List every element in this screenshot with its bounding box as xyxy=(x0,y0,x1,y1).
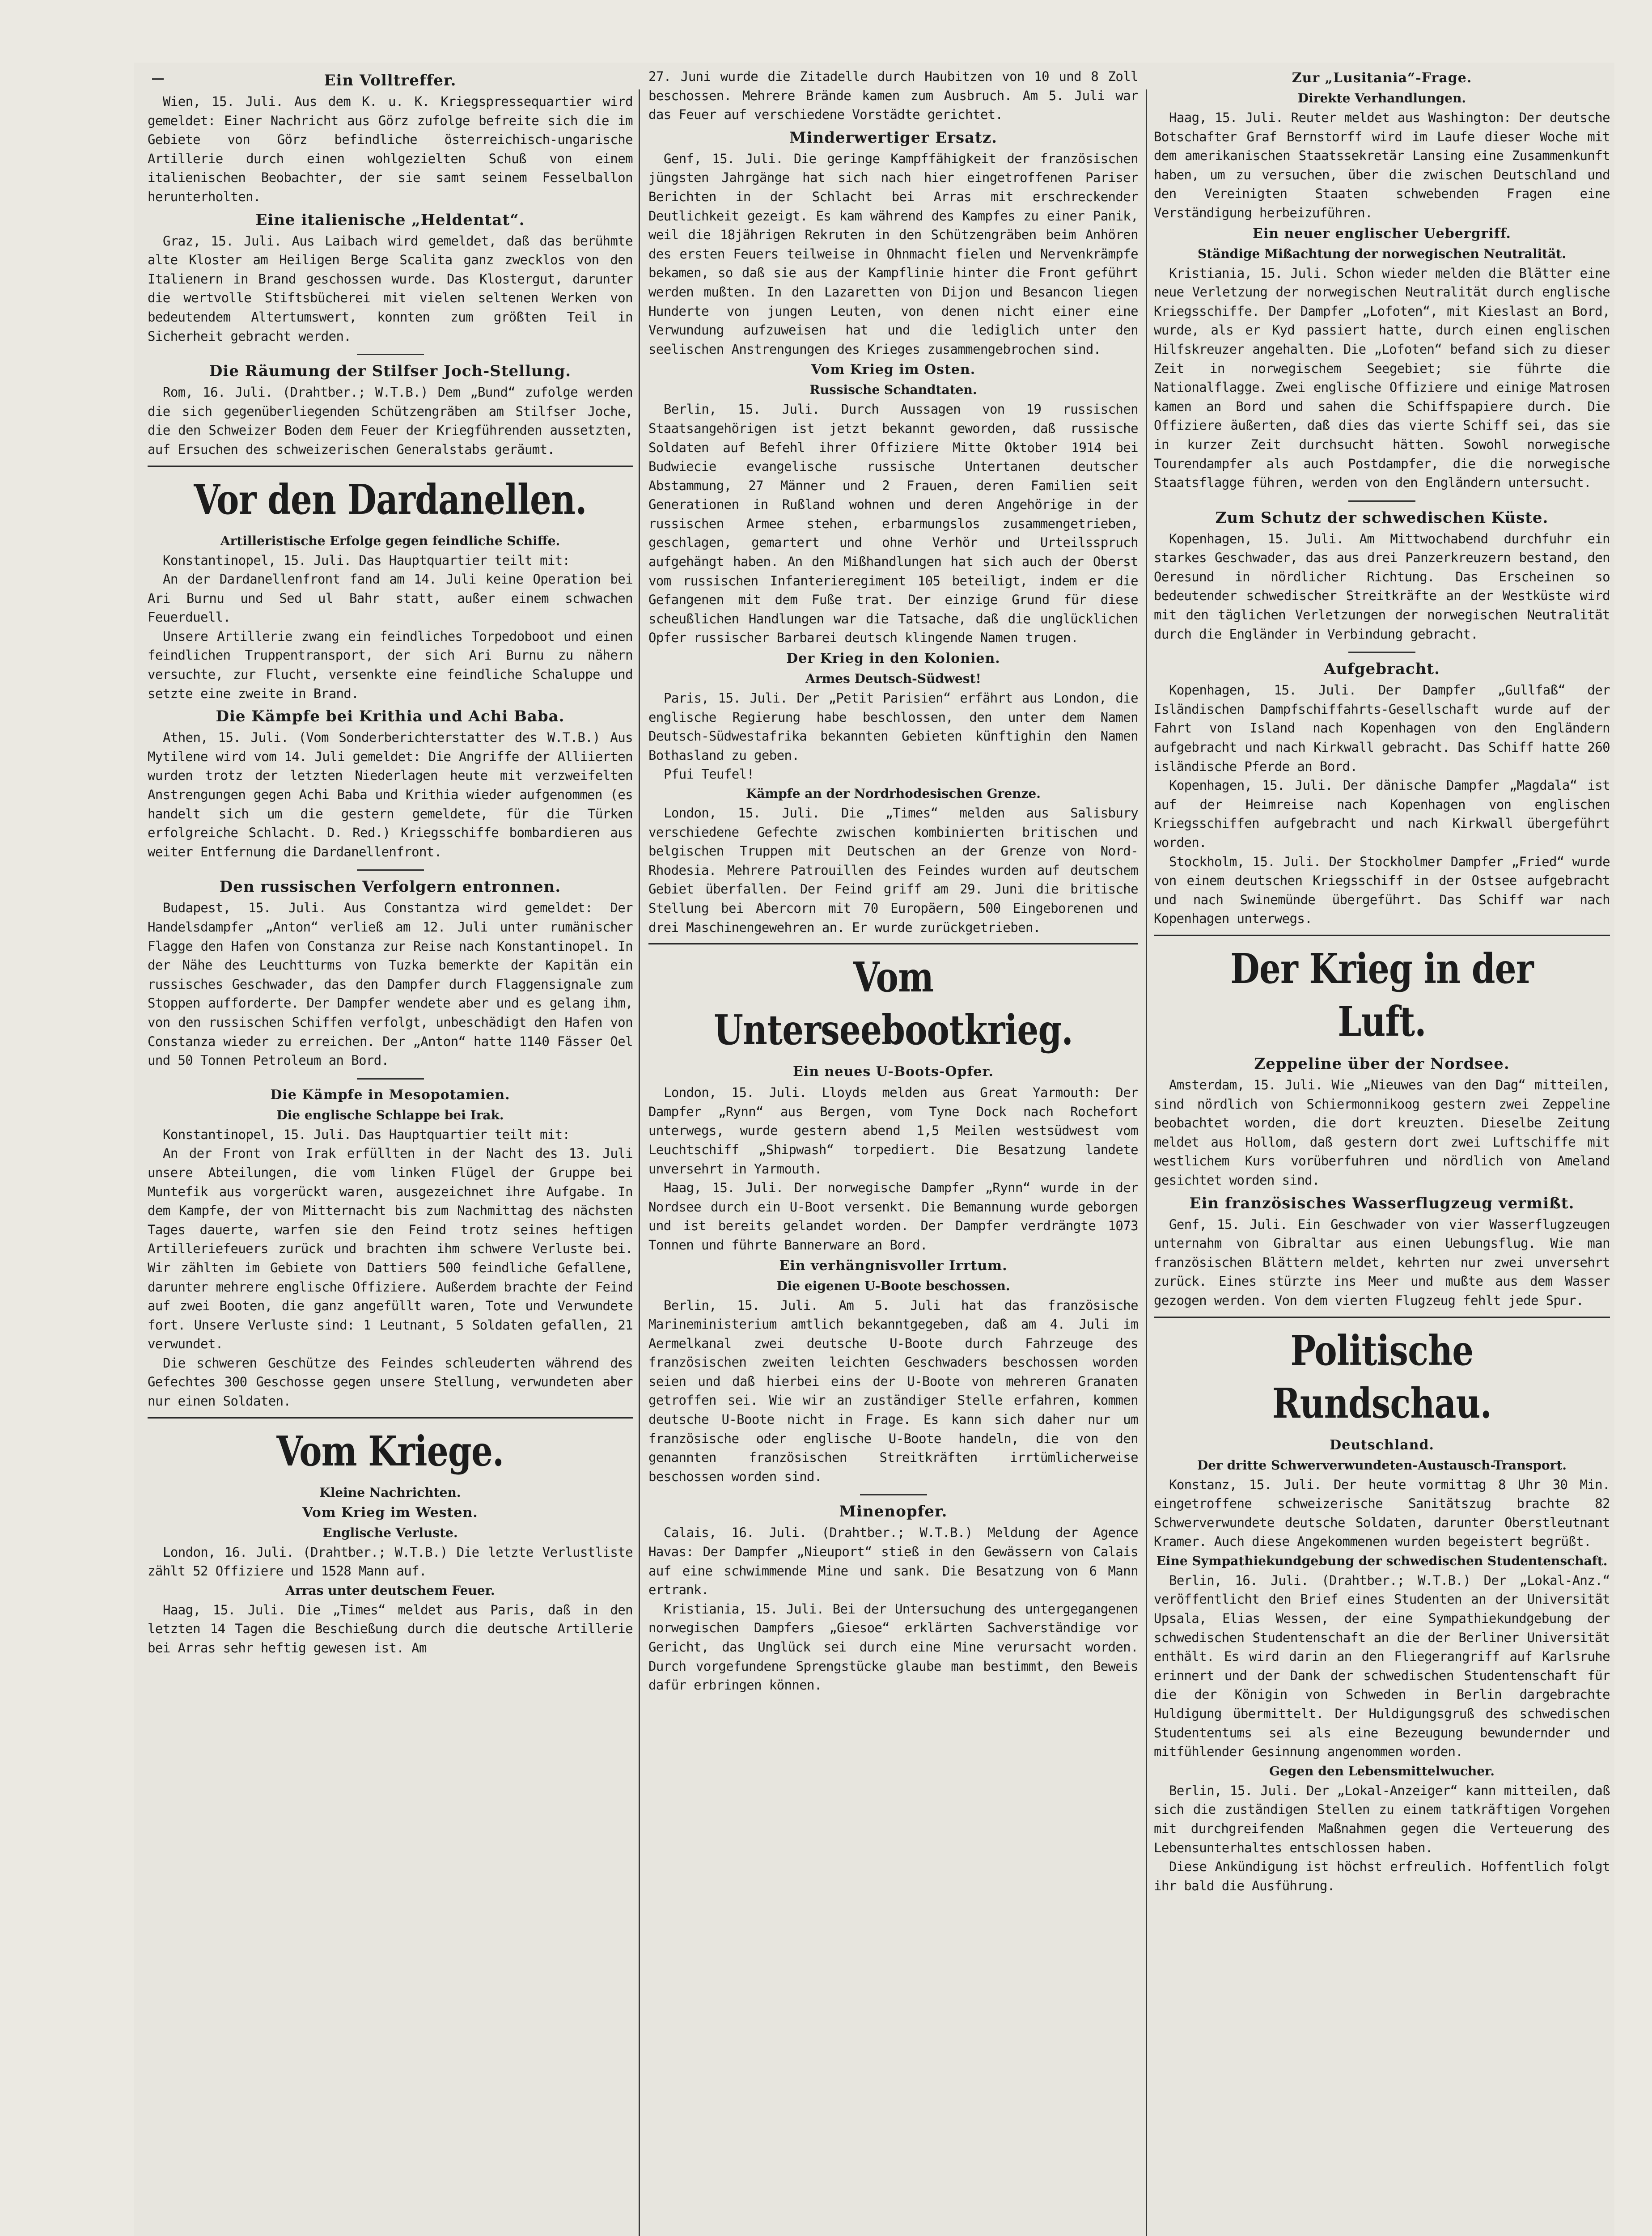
article-subheadline: Der dritte Schwerverwundeten-Austausch-Transport. xyxy=(1197,1457,1567,1473)
article-paragraph: Stockholm, 15. Juli. Der Stockholmer Dampfer „Fried“ wurde von einem deutschen Kriegsschiff in der Ostsee aufgebracht und nach Swinemünde übergeführt. Das Schiff war nach Kopenhagen unterwegs. xyxy=(1154,854,1610,927)
article-paragraph: Kristiania, 15. Juli. Schon wieder melden die Blätter eine neue Verletzung der norwegischen Neutralität durch englische Kriegsschiffe. Der Dampfer „Lofoten“, mit Kieslast an Bord, wurde, als er Kyd passiert hatte, durch einen englischen Hilfskreuzer angehalten. Die „Lofoten“ befand sich zu dieser Zeit in norwegischem Seegebiet; sie führte die Nationalflagge. Zwei englische Offiziere und einige Matrosen kamen an Bord und sahen die Schiffspapiere durch. Die Offiziere äußerten, daß dies das vierte Schiff sei, das sie in kurzer Zeit durchsucht hätten. Sowohl norwegische Tourendampfer als auch Postdampfer, die die norwegische Staatsflagge führen, werden von den Engländern untersucht. xyxy=(1154,265,1610,491)
article-paragraph: An der Dardanellenfront fand am 14. Juli keine Operation bei Ari Burnu und Sed ul Bahr statt, außer einem schwachen Feuerduell. xyxy=(148,572,633,625)
newspaper-page xyxy=(134,63,1614,2236)
article-headline: Ein Volltreffer. xyxy=(324,72,457,89)
short-divider xyxy=(357,1078,424,1080)
article-paragraph: Paris, 15. Juli. Der „Petit Parisien“ erfährt aus London, die englische Regierung habe beschlossen, den unter dem Namen Deutsch-Südwestafrika bekannten Gebieten künftighin den Namen Bothasland zu geben. xyxy=(648,690,1138,763)
section-headline: Die Kämpfe in Mesopotamien. xyxy=(270,1087,510,1103)
article-paragraph: Budapest, 15. Juli. Aus Constantza wird gemeldet: Der Handelsdampfer „Anton“ verließ am 12. Juli unter rumänischer Flagge den Hafen von Constanza zur Reise nach Konstantinopel. In der Nähe des Leuchtturms von Tuzka bemerkte der Kapitän ein russisches Geschwader, das den Dampfer durch Flaggensignale zum Stoppen aufforderte. Der Dampfer wendete aber und es gelang ihm, von den russischen Schiffen verfolgt, unbeschädigt den Hafen von Constanza wieder zu erreichen. Der „Anton“ hatte 1140 Fässer Oel und 50 Tonnen Petroleum an Bord. xyxy=(148,900,633,1068)
column-3 xyxy=(1154,67,1610,1895)
article-paragraph: Berlin, 15. Juli. Durch Aussagen von 19 russischen Staatsangehörigen ist jetzt bekannt geworden, daß russische Soldaten auf Befehl ihrer Offiziere Mitte Oktober 1914 bei Budwiecie evangelische russische Untertanen deutscher Abstammung, 27 Männer und 2 Frauen, deren Familien seit Generationen in Rußland wohnen und deren Angehörige in der russischen Armee stehen, erbarmungslos zusammengetrieben, geschlagen, gemartert und ohne Verhör und Urteilsspruch aufgehängt haben. An den Mißhandlungen hat sich auch der Oberst vom russischen Infanterieregiment 105 beteiligt, indem er die Gefangenen mit dem Fuße trat. Der einzige Grund für diese scheußlichen Handlungen war die Tatsache, daß die unglücklichen Opfer russischer Barbarei deutsch klingende Namen trugen. xyxy=(648,402,1138,646)
article-headline: Ein französisches Wasserflugzeug vermißt. xyxy=(1189,1194,1575,1212)
article-headline: Den russischen Verfolgern entronnen. xyxy=(219,878,561,896)
article-paragraph: Calais, 16. Juli. (Drahtber.; W.T.B.) Meldung der Agence Havas: Der Dampfer „Nieuport“ stieß in den Gewässern von Calais auf eine schwimmende Mine und sank. Die Besatzung von 6 Mann ertrank. xyxy=(648,1525,1138,1598)
article-headline: Minenopfer. xyxy=(839,1503,948,1521)
short-divider xyxy=(1348,500,1415,502)
article-paragraph: Die schweren Geschütze des Feindes schleuderten während des Gefechtes 300 Geschosse gegen unsere Stellung, verwundeten aber nur einen Soldaten. xyxy=(148,1355,633,1409)
section-masthead: Vor den Dardanellen. xyxy=(194,475,587,524)
article-subheadline: Russische Schandtaten. xyxy=(809,382,977,398)
section-headline: Der Krieg in den Kolonien. xyxy=(786,651,1000,667)
article-headline: Zeppeline über der Nordsee. xyxy=(1254,1054,1510,1073)
section-divider xyxy=(1154,935,1610,936)
article-headline: Aufgebracht. xyxy=(1324,660,1440,678)
article-paragraph: Konstantinopel, 15. Juli. Das Hauptquartier teilt mit: xyxy=(163,552,570,568)
section-headline: Ein neues U-Boots-Opfer. xyxy=(793,1064,994,1080)
article-headline: Minderwertiger Ersatz. xyxy=(789,128,998,147)
section-headline: Deutschland. xyxy=(1330,1437,1434,1453)
section-divider xyxy=(648,943,1138,944)
article-subheadline: Artilleristische Erfolge gegen feindliche Schiffe. xyxy=(220,533,560,548)
article-paragraph: Haag, 15. Juli. Reuter meldet aus Washington: Der deutsche Botschafter Graf Bernstorff wird im Laufe dieser Woche mit dem amerikanischen Staatssekretär Lansing eine Zusammenkunft haben, um zu versuchen, über die zwischen Deutschland und den Vereinigten Staaten schwebenden Fragen eine Verständigung herbeizuführen. xyxy=(1154,110,1610,220)
article-headline: Die Kämpfe bei Krithia und Achi Baba. xyxy=(216,707,565,726)
article-subheadline: Armes Deutsch-Südwest! xyxy=(805,671,981,686)
article-paragraph: Graz, 15. Juli. Aus Laibach wird gemeldet, daß das berühmte alte Kloster am Heiligen Berge Scalita ganz zwecklos von den Italienern in Brand geschossen wurde. Das Klostergut, darunter die wertvolle Stiftsbücherei mit vielen seltenen Werken von bedeutendem Altertumswert, konnten zum größten Teil in Sicherheit gebracht werden. xyxy=(148,233,633,344)
article-headline: Die Räumung der Stilfser Joch-Stellung. xyxy=(209,362,572,381)
section-masthead: Vom Unterseebootkrieg. xyxy=(714,953,1073,1054)
article-paragraph: Unsere Artillerie zwang ein feindliches Torpedoboot und einen feindlichen Truppentransport, der sich Ari Burnu zu nähern versuchte, zur Flucht, versenkte eine feindliche Schaluppe und setzte eine zweite in Brand. xyxy=(148,628,633,701)
article-paragraph: London, 15. Juli. Lloyds melden aus Great Yarmouth: Der Dampfer „Rynn“ aus Bergen, vom Tyne Dock nach Rochefort unterwegs, wurde gestern abend 1,5 Meilen westsüdwest vom Leuchtschiff „Shipwash“ torpediert. Die Besatzung landete unversehrt in Yarmouth. xyxy=(648,1085,1138,1177)
column-divider-2 xyxy=(1146,89,1147,2236)
article-subheadline: Kämpfe an der Nordrhodesischen Grenze. xyxy=(746,786,1041,801)
section-headline: Vom Krieg im Osten. xyxy=(811,362,976,378)
article-paragraph: Amsterdam, 15. Juli. Wie „Nieuwes van den Dag“ mitteilen, sind nördlich von Schiermonnikoog gestern zwei Zeppeline beobachtet worden, die dort kreuzten. Dieselbe Zeitung meldet aus Hollom, daß gestern dort zwei Luftschiffe mit westlichem Kurs vorüberfuhren und nördlich von Ameland gesichtet worden sind. xyxy=(1154,1077,1610,1188)
article-paragraph: Konstanz, 15. Juli. Der heute vormittag 8 Uhr 30 Min. eingetroffene schweizerische Sanitätszug brachte 82 Schwerverwundete deutsche Soldaten, darunter Oberstleutnant Kramer. Auch diese Angekommenen wurden begeistert begrüßt. xyxy=(1154,1477,1610,1550)
article-subheadline: Eine Sympathiekundgebung der schwedischen Studentenschaft. xyxy=(1156,1553,1608,1568)
article-subheadline: Die eigenen U-Boote beschossen. xyxy=(776,1278,1010,1293)
article-paragraph: Berlin, 15. Juli. Am 5. Juli hat das französische Marineministerium amtlich bekanntgegeben, daß am 4. Juli im Aermelkanal zwei deutsche U-Boote durch Fahrzeuge des französischen zweiten leichten Geschwaders beschossen worden seien und daß hierbei eins der U-Boote von mehreren Granaten getroffen sei. Wie wir an zuständiger Stelle erfahren, kommen deutsche U-Boote nicht in Frage. Es kann sich daher nur um französische oder englische U-Boote handeln, die von den genannten französischen Streitkräften irrtümlicherweise beschossen worden sind. xyxy=(648,1297,1138,1484)
article-paragraph: Genf, 15. Juli. Die geringe Kampffähigkeit der französischen jüngsten Jahrgänge hat sich nach hier eingetroffenen Pariser Berichten in der Schlacht bei Arras mit erschreckender Deutlichkeit gezeigt. Es kam während des Kampfes zu einer Panik, weil die 18jährigen Rekruten in den Schützengräben beim Anhören des ersten Feuers teilweise in Ohnmacht fielen und Nervenkrämpfe bekamen, so daß sie aus der Kampflinie hinter die Front geführt werden mußten. In den Lazaretten von Dijon und Besancon liegen Hunderte von jungen Leuten, von denen nicht einer eine Verwundung aufzuweisen hat und die lediglich unter den seelischen Anstrengungen des Krieges zusammengebrochen sind. xyxy=(648,151,1138,357)
section-masthead: Politische Rundschau. xyxy=(1272,1326,1492,1427)
column-1 xyxy=(148,67,633,1658)
article-paragraph: An der Front von Irak erfüllten in der Nacht des 13. Juli unsere Abteilungen, die vom linken Flügel der Gruppe bei Muntefik aus vorgerückt waren, ausgezeichnet ihre Aufgabe. In dem Kampfe, der von Mitternacht bis zum Nachmittag des nächsten Tages dauerte, warfen sie den Feind trotz seines heftigen Artilleriefeuers zurück und brachten ihm schwere Verluste bei. Wir zählten im Gebiete von Dattiers 500 feindliche Gefallene, darunter mehrere englische Offiziere. Außerdem brachte der Feind auf zwei Booten, die ganz angefüllt waren, Tote und Verwundete fort. Unsere Verluste sind: 1 Leutnant, 5 Soldaten gefallen, 21 verwundet. xyxy=(148,1146,633,1352)
section-headline: Ein neuer englischer Uebergriff. xyxy=(1252,225,1512,241)
article-subheadline: Arras unter deutschem Feuer. xyxy=(285,1583,495,1598)
article-paragraph: Wien, 15. Juli. Aus dem K. u. K. Kriegspressequartier wird gemeldet: Einer Nachricht aus Görz zufolge befreite sich die im Gebiete von Görz befindliche österreichisch-ungarische Artillerie durch einen wohlgezielten Schuß von einem italienischen Beobachter, der sie samt seinem Fesselballon herunterholten. xyxy=(148,94,633,204)
article-paragraph: Rom, 16. Juli. (Drahtber.; W.T.B.) Dem „Bund“ zufolge werden die sich gegenüberliegenden Schützengräben am Stilfser Joche, die den Schweizer Boden dem Feuer der Kriegführenden aussetzten, auf Ersuchen des schweizerischen Generalstabs geräumt. xyxy=(148,385,633,457)
section-divider xyxy=(1154,1317,1610,1318)
article-paragraph: Kopenhagen, 15. Juli. Der Dampfer „Gullfaß“ der Isländischen Dampfschiffahrts-Gesellschaft wurde auf der Fahrt von Island nach Kopenhagen von den Engländern aufgebracht und nach Kirkwall gebracht. Das Schiff hatte 260 isländische Pferde an Bord. xyxy=(1154,682,1610,774)
section-headline: Ein verhängnisvoller Irrtum. xyxy=(779,1258,1008,1274)
article-paragraph: Berlin, 15. Juli. Der „Lokal-Anzeiger“ kann mitteilen, daß sich die zuständigen Stellen zu einem tatkräftigen Vorgehen mit durchgreifenden Maßnahmen gegen die Verteuerung des Lebensunterhaltes entschlossen haben. xyxy=(1154,1783,1610,1855)
article-paragraph: London, 16. Juli. (Drahtber.; W.T.B.) Die letzte Verlustliste zählt 52 Offiziere und 1528 Mann auf. xyxy=(148,1544,633,1579)
article-subheadline: Direkte Verhandlungen. xyxy=(1297,91,1466,106)
article-subheadline: Ständige Mißachtung der norwegischen Neutralität. xyxy=(1198,246,1566,261)
short-divider xyxy=(1348,652,1415,653)
article-paragraph: Genf, 15. Juli. Ein Geschwader von vier Wasserflugzeugen unternahm von Gibraltar aus einen Uebungsflug. Wie man französischen Blättern meldet, kehrten nur zwei unversehrt zurück. Eines stürzte ins Meer und mußte aus dem Wasser gezogen werden. Von dem vierten Flugzeug fehlt jede Spur. xyxy=(1154,1216,1610,1308)
section-masthead: Vom Kriege. xyxy=(276,1427,504,1475)
article-paragraph: Kopenhagen, 15. Juli. Der dänische Dampfer „Magdala“ ist auf der Heimreise nach Kopenhagen von englischen Kriegsschiffen aufgebracht und nach Kirkwall übergeführt worden. xyxy=(1154,778,1610,850)
section-headline: Zur „Lusitania“-Frage. xyxy=(1292,70,1472,86)
article-paragraph: Diese Ankündigung ist höchst erfreulich. Hoffentlich folgt ihr bald die Ausführung. xyxy=(1154,1859,1610,1893)
article-paragraph: London, 15. Juli. Die „Times“ melden aus Salisbury verschiedene Gefechte zwischen kombinierten britischen und belgischen Truppen mit Deutschen an der Grenze von Nord-Rhodesia. Mehrere Patrouillen des Feindes wurden auf deutschem Gebiet überfallen. Der Feind griff am 29. Juni die britische Stellung bei Abercorn mit 70 Europäern, 500 Eingeborenen und drei Maschinengewehren an. Er wurde zurückgetrieben. xyxy=(648,805,1138,935)
article-paragraph: Konstantinopel, 15. Juli. Das Hauptquartier teilt mit: xyxy=(163,1126,570,1142)
article-paragraph: Athen, 15. Juli. (Vom Sonderberichterstatter des W.T.B.) Aus Mytilene wird vom 14. Juli gemeldet: Die Angriffe der Alliierten wurden trotz der letzten Niederlagen heute mit verzweifelten Anstrengungen gegen Achi Baba und Krithia wieder aufgenommen (es handelt sich um die gestern gemeldete, für die Türken erfolgreiche Schlacht. D. Red.) Kriegsschiffe bombardieren aus weiter Entfernung die Dardanellenfront. xyxy=(148,730,633,860)
section-divider xyxy=(148,466,633,467)
article-subheadline: Kleine Nachrichten. xyxy=(319,1485,461,1500)
section-headline: Vom Krieg im Westen. xyxy=(302,1504,478,1520)
short-divider xyxy=(357,869,424,871)
article-paragraph: Kristiania, 15. Juli. Bei der Untersuchung des untergegangenen norwegischen Dampfers „Giesoe“ erklärten Sachverständige vor Gericht, das Unglück sei durch eine Mine verursacht worden. Durch vorgefundene Sprengstücke glaube man bestimmt, den Beweis dafür erbringen können. xyxy=(648,1601,1138,1693)
article-paragraph: 27. Juni wurde die Zitadelle durch Haubitzen von 10 und 8 Zoll beschossen. Mehrere Brände kamen zum Ausbruch. Am 5. Juli war das Feuer auf verschiedene Vorstädte gerichtet. xyxy=(648,69,1138,123)
short-divider xyxy=(357,354,424,355)
short-divider xyxy=(860,1494,927,1495)
article-headline: Eine italienische „Heldentat“. xyxy=(255,211,525,229)
article-paragraph: Kopenhagen, 15. Juli. Am Mittwochabend durchfuhr ein starkes Geschwader, das aus drei Panzerkreuzern bestand, den Oeresund in nördlicher Richtung. Das Erscheinen so bedeutender schwedischer Streitkräfte an der Westküste wird mit den täglichen Verletzungen der norwegischen Neutralität durch die Engländer in Verbindung gebracht. xyxy=(1154,531,1610,642)
section-masthead: Der Krieg in der Luft. xyxy=(1230,944,1533,1046)
article-paragraph: Pfui Teufel! xyxy=(664,767,754,782)
article-paragraph: Haag, 15. Juli. Der norwegische Dampfer „Rynn“ wurde in der Nordsee durch ein U-Boot versenkt. Die Bemannung wurde geborgen und ist bereits gelandet worden. Der Dampfer verdrängte 1073 Tonnen und führte Bannerware an Bord. xyxy=(648,1180,1138,1253)
column-2 xyxy=(648,67,1138,1695)
article-paragraph: Haag, 15. Juli. Die „Times“ meldet aus Paris, daß in den letzten 14 Tagen die Beschießung durch die deutsche Artillerie bei Arras sehr heftig gewesen ist. Am xyxy=(148,1602,633,1656)
section-divider xyxy=(148,1417,633,1419)
article-subheadline: Gegen den Lebensmittelwucher. xyxy=(1269,1763,1495,1779)
article-paragraph: Berlin, 16. Juli. (Drahtber.; W.T.B.) Der „Lokal-Anz.“ veröffentlicht den Brief eines Studenten an der Universität Upsala, Elias Wessen, der eine Sympathiekundgebung der schwedischen Studentenschaft an die der Berliner Universität enthält. Es wird darin an den Fliegerangriff auf Karlsruhe erinnert und der Dank der schwedischen Studentenschaft für die der Königin von Schweden in Berlin dargebrachte Huldigung übermittelt. Der Huldigungsgruß des schwedischen Studententums sei als eine Bezeugung bewundernder und mitfühlender Gesinnung angenommen worden. xyxy=(1154,1572,1610,1760)
article-subheadline: Englische Verluste. xyxy=(322,1525,458,1540)
column-divider-1 xyxy=(639,89,640,2236)
article-subheadline: Die englische Schlappe bei Irak. xyxy=(276,1107,504,1122)
article-headline: Zum Schutz der schwedischen Küste. xyxy=(1215,508,1549,527)
